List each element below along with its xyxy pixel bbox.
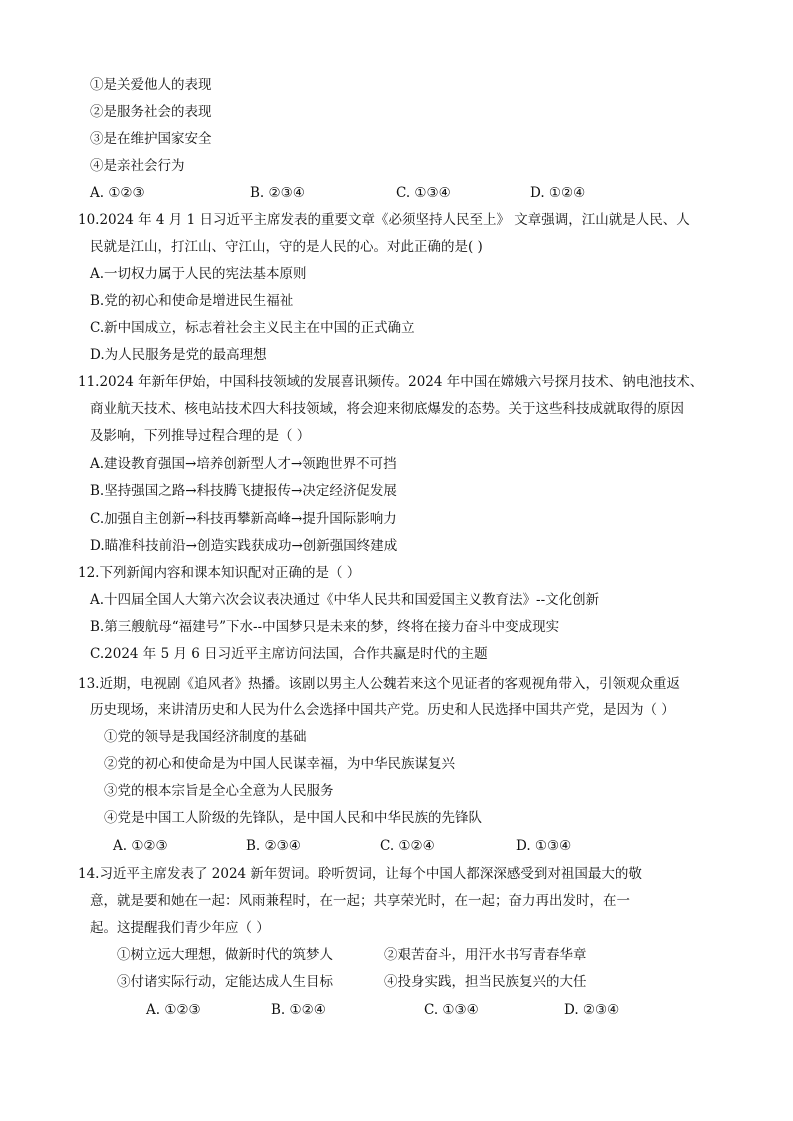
q13-choice-b: B. ②③④ xyxy=(246,838,301,854)
q12-option-b: B.第三艘航母“福建号”下水--中国梦只是未来的梦，终将在接力奋斗中变成现实 xyxy=(90,619,560,635)
q9-item-1: ①是关爱他人的表现 xyxy=(90,77,212,93)
q12-option-c: C.2024 年 5 月 6 日习近平主席访问法国，合作共赢是时代的主题 xyxy=(90,646,488,662)
q11-stem-line-2: 商业航天技术、核电站技术四大科技领域，将会迎来彻底爆发的态势。关于这些科技成就取得的原因 xyxy=(90,401,684,417)
q13-item-3: ③党的根本宗旨是全心全意为人民服务 xyxy=(104,783,334,799)
q14-choice-c: C. ①③④ xyxy=(424,1002,479,1018)
q10-option-d: D.为人民服务是党的最高理想 xyxy=(90,347,267,363)
q14-item-1: ①树立远大理想，做新时代的筑梦人 xyxy=(117,947,333,963)
q10-stem-line-1: 10.2024 年 4 月 1 日习近平主席发表的重要文章《必须坚持人民至上》 文章强调，江山就是人民、人 xyxy=(78,212,690,228)
q10-stem-line-2: 民就是江山，打江山、守江山，守的是人民的心。对此正确的是( ) xyxy=(90,239,483,255)
q9-choice-b: B. ②③④ xyxy=(250,185,305,201)
q13-item-4: ④党是中国工人阶级的先锋队，是中国人民和中华民族的先锋队 xyxy=(104,810,482,826)
q13-stem-line-1: 13.近期，电视剧《追风者》热播。该剧以男主人公魏若来这个见证者的客观视角带入，引领观众重返 xyxy=(78,676,680,692)
q11-option-a: A.建设教育强国→培养创新型人才→领跑世界不可挡 xyxy=(90,456,397,472)
q12-option-a: A.十四届全国人大第六次会议表决通过《中华人民共和国爱国主义教育法》--文化创新 xyxy=(90,592,600,608)
q9-choice-d: D. ①②④ xyxy=(530,185,586,201)
q9-item-2: ②是服务社会的表现 xyxy=(90,104,212,120)
q11-option-d: D.瞄准科技前沿→创造实践获成功→创新强国终建成 xyxy=(90,538,398,554)
q14-stem-line-1: 14.习近平主席发表了 2024 新年贺词。聆听贺词，让每个中国人都深深感受到对祖国最大的敬 xyxy=(78,866,642,882)
q11-option-b: B.坚持强国之路→科技腾飞捷报传→决定经济促发展 xyxy=(90,483,397,499)
q13-choice-a: A. ①②③ xyxy=(113,838,168,854)
q10-option-a: A.一切权力属于人民的宪法基本原则 xyxy=(90,266,307,282)
q10-option-c: C.新中国成立，标志着社会主义民主在中国的正式确立 xyxy=(90,320,415,336)
q9-item-4: ④是亲社会行为 xyxy=(90,158,185,174)
q9-item-3: ③是在维护国家安全 xyxy=(90,131,212,147)
q14-item-2: ②艰苦奋斗，用汗水书写青春华章 xyxy=(384,947,587,963)
q14-stem-line-2: 意，就是要和她在一起：风雨兼程时，在一起；共享荣光时，在一起；奋力再出发时，在一 xyxy=(90,893,630,909)
q14-choice-a: A. ①②③ xyxy=(146,1002,201,1018)
q11-stem-line-1: 11.2024 年新年伊始，中国科技领域的发展喜讯频传。2024 年中国在嫦娥六号探月技术、钠电池技术、 xyxy=(78,374,704,390)
q9-choice-c: C. ①③④ xyxy=(396,185,451,201)
q14-item-4: ④投身实践，担当民族复兴的大任 xyxy=(384,974,587,990)
q11-stem-line-3: 及影响，下列推导过程合理的是（ ） xyxy=(90,428,311,444)
q13-choice-d: D. ①③④ xyxy=(516,838,572,854)
q14-choice-d: D. ②③④ xyxy=(564,1002,620,1018)
q13-item-1: ①党的领导是我国经济制度的基础 xyxy=(104,729,307,745)
q13-item-2: ②党的初心和使命是为中国人民谋幸福，为中华民族谋复兴 xyxy=(104,756,455,772)
q13-stem-line-2: 历史现场，来讲清历史和人民为什么会选择中国共产党。历史和人民选择中国共产党，是因为（ ） xyxy=(90,702,675,718)
q14-item-3: ③付诸实际行动，定能达成人生目标 xyxy=(117,974,333,990)
q13-choice-c: C. ①②④ xyxy=(380,838,435,854)
q10-option-b: B.党的初心和使命是增进民生福祉 xyxy=(90,293,294,309)
q14-choice-b: B. ①②④ xyxy=(271,1002,326,1018)
q9-choice-a: A. ①②③ xyxy=(90,185,145,201)
q11-option-c: C.加强自主创新→科技再攀新高峰→提升国际影响力 xyxy=(90,511,397,527)
q12-stem: 12.下列新闻内容和课本知识配对正确的是（ ） xyxy=(78,565,361,581)
q14-stem-line-3: 起。这提醒我们青少年应（ ） xyxy=(90,920,270,936)
